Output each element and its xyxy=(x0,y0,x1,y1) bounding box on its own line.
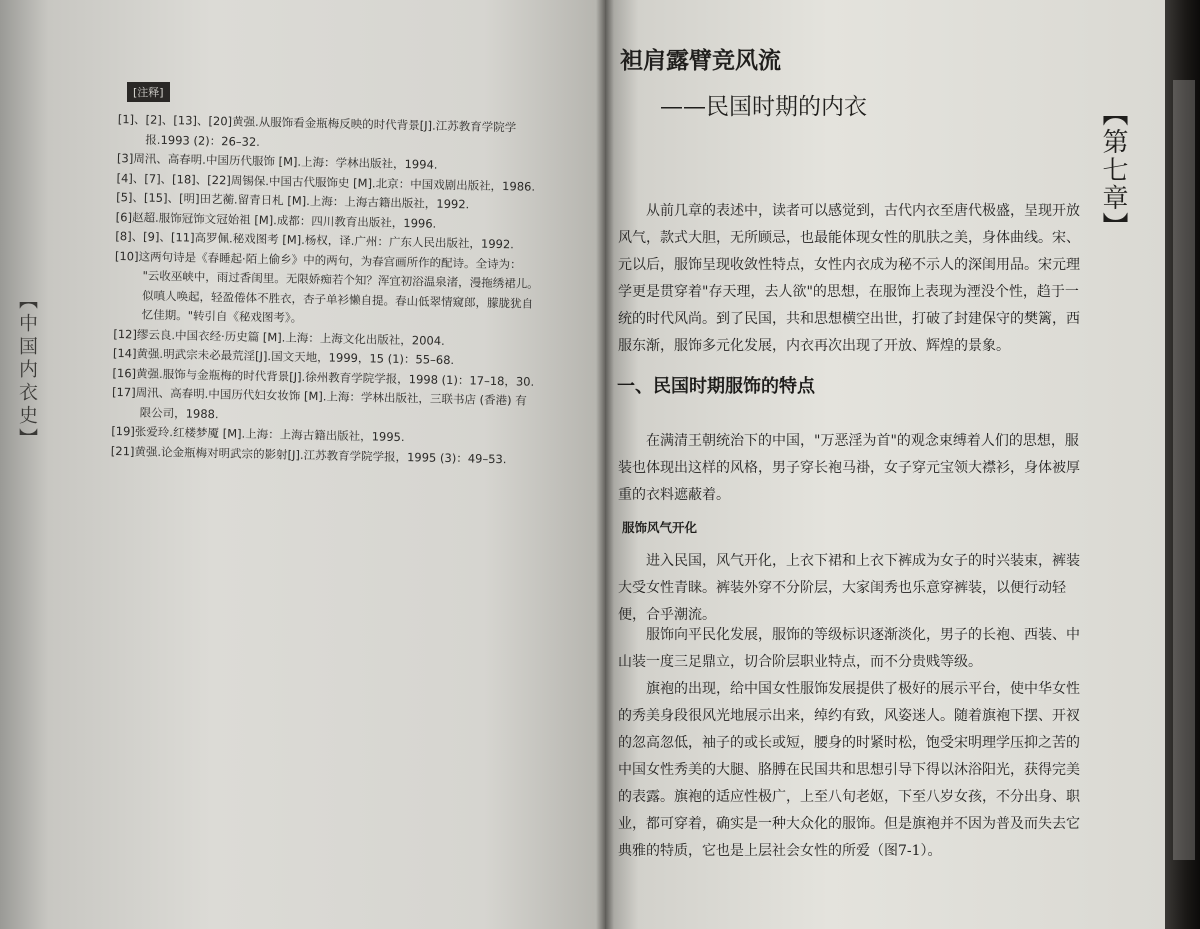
footnote: [12]缪云良.中国衣经·历史篇 [M].上海：上海文化出版社，2004. xyxy=(113,326,445,348)
footnotes xyxy=(111,110,588,471)
sub-paragraph-1: 进入民国，风气开化，上衣下裙和上衣下裤成为女子的时兴装束，裤装大受女性青睐。裤装外穿不分阶层，大家闺秀也乐意穿裤装，以便行动轻便，合乎潮流。 xyxy=(618,553,1080,623)
intro-paragraph: 从前几章的表述中，读者可以感觉到，古代内衣至唐代极盛，呈现开放风气，款式大胆，无所顾忌，也最能体现女性的肌肤之美，身体曲线。宋、元以后，服饰呈现收敛性特点，女性内衣成为秘不示人的深闺用品。宋元理学更是贯穿着"存天理，去人欲"的思想，在服饰上表现为湮没个性，趋于一统的时代风尚。到了民国，共和思想横空出世，打破了封建保守的樊篱，西服东渐，服饰多元化发展，内衣再次出现了开放、辉煌的景象。 xyxy=(618,203,1080,354)
chapter-subtitle: ——民国时期的内衣 xyxy=(660,94,867,120)
book-edge xyxy=(1165,0,1200,929)
footnote: 限公司，1988. xyxy=(139,405,219,421)
footnote: [5]、[15]、[明]田艺蘅.留青日札 [M].上海：上海古籍出版社，1992. xyxy=(116,189,470,212)
footnote: [4]、[7]、[18]、[22]周锡保.中国古代服饰史 [M].北京：中国戏剧出版社，1986. xyxy=(116,170,536,194)
footnote: [1]、[2]、[13]、[20]黄强.从服饰看金瓶梅反映的时代背景[J].江苏教育学院学 xyxy=(117,111,517,135)
footnote: 报.1993 (2)：26–32. xyxy=(145,132,261,149)
footnote: [8]、[9]、[11]高罗佩.秘戏图考 [M].杨权，译.广州：广东人民出版社，1992. xyxy=(115,228,515,252)
chapter-title: 袒肩露臂竞风流 xyxy=(620,47,781,74)
footnote: [10]这两句诗是《春睡起·陌上偷乡》中的两句，为春宫画所作的配诗。全诗为： xyxy=(114,248,522,271)
footnote: [17]周汛、高春明.中国历代妇女妆饰 [M].上海：学林出版社，三联书店 (香港) 有 xyxy=(111,384,527,408)
footnote: 忆佳期。"转引自《秘戏图考》。 xyxy=(141,307,303,325)
chapter-tab: 【第七章】 xyxy=(1098,100,1128,240)
footnote: [6]赵超.服饰冠饰文冠始祖 [M].成都：四川教育出版社，1996. xyxy=(115,209,437,231)
sub-paragraph-3: 旗袍的出现，给中国女性服饰发展提供了极好的展示平台，使中华女性的秀美身段很风光地展示出来，绰约有致，风姿迷人。随着旗袍下摆、开衩的忽高忽低，袖子的或长或短，腰身的时紧时松，饱受宋明理学压抑之苦的中国女性秀美的大腿、胳膊在民国共和思想引导下得以沐浴阳光，获得完美的表露。旗袍的适应性极广，上至八旬老妪，下至八岁女孩，不分出身、职业，都可穿着，确实是一种大众化的服饰。但是旗袍并不因为普及而失去它典雅的特质，它也是上层社会女性的所爱（图7-1）。 xyxy=(618,681,1080,859)
footnote: [3]周汛、高春明.中国历代服饰 [M].上海：学林出版社，1994. xyxy=(116,150,438,172)
footnote: [16]黄强.服饰与金瓶梅的时代背景[J].徐州教育学院学报，1998 (1)：17–18，30. xyxy=(112,365,535,389)
running-side-title: 【中国内衣史】 xyxy=(16,290,38,451)
footnote: [14]黄强.明武宗未必最荒淫[J].国文天地，1999，15 (1)：55–68. xyxy=(112,345,455,368)
sub-heading: 服饰风气开化 xyxy=(622,520,698,535)
notes-label: [注释] xyxy=(127,82,170,102)
footnote: [19]张爱玲.红楼梦魇 [M].上海：上海古籍出版社，1995. xyxy=(111,423,405,445)
section-paragraph: 在满清王朝统治下的中国，"万恶淫为首"的观念束缚着人们的思想，服装也体现出这样的风格，男子穿长袍马褂，女子穿元宝领大襟衫，身体被厚重的衣料遮蔽着。 xyxy=(618,433,1080,503)
section-heading: 一、民国时期服饰的特点 xyxy=(617,376,815,397)
footnote: "云收巫峡中，雨过香闺里。无限娇痴若个知？浑宜初浴温泉渚，漫拖绣裙儿。 xyxy=(142,268,539,291)
footnote: [21]黄强.论金瓶梅对明武宗的影射[J].江苏教育学院学报，1995 (3)：49–53. xyxy=(110,443,507,466)
sub-paragraph-2: 服饰向平民化发展，服饰的等级标识逐渐淡化，男子的长袍、西装、中山装一度三足鼎立，切合阶层职业特点，而不分贵贱等级。 xyxy=(618,627,1080,670)
book-gutter xyxy=(596,0,614,929)
footnote: 似嗔人唤起，轻盈倦体不胜衣，杏子单衫懒自提。春山低翠情窥郎，朦胧犹自 xyxy=(141,288,534,311)
